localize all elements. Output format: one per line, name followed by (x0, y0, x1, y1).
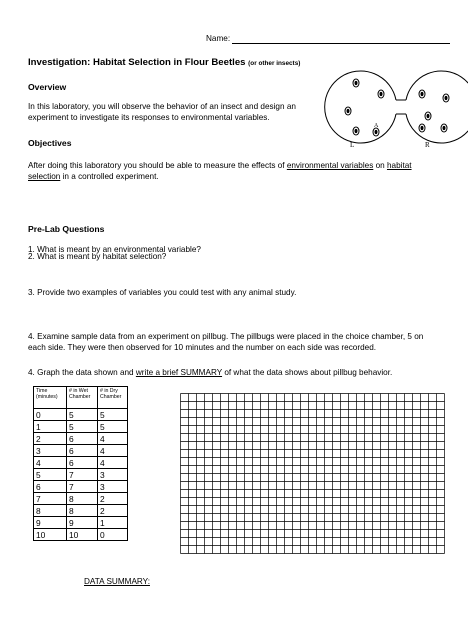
environmental-variables-link: environmental variables (286, 161, 374, 170)
graph-paper-grid[interactable] (180, 393, 445, 554)
choice-chamber-diagram (318, 70, 468, 148)
question-1: 1. What is meant by an environmental variable? (28, 245, 201, 254)
objectives-text-b: on (373, 161, 387, 170)
cell-time: 0 (34, 409, 67, 421)
question-4-line-2: each side. They were then observed for 10 minutes and the number on each side was recorded. (28, 343, 377, 352)
question-5-text-b: of what the data shows about pillbug behavior. (222, 368, 393, 377)
question-2: 2. What is meant by habitat selection? (28, 252, 167, 261)
cell-dry: 2 (98, 505, 128, 517)
cell-wet: 6 (67, 445, 98, 457)
overview-line-1: In this laboratory, you will observe the behavior of an insect and design an (28, 102, 296, 111)
cell-dry: 1 (98, 517, 128, 529)
data-summary-label: DATA SUMMARY: (84, 577, 150, 586)
cell-time: 7 (34, 493, 67, 505)
cell-time: 3 (34, 445, 67, 457)
cell-time: 10 (34, 529, 67, 541)
page-title (28, 57, 300, 68)
table-row (34, 493, 128, 505)
header-time: Time (minutes) (34, 387, 67, 409)
cell-dry: 4 (98, 457, 128, 469)
cell-wet: 8 (67, 505, 98, 517)
cell-time: 6 (34, 481, 67, 493)
cell-dry: 3 (98, 469, 128, 481)
name-field[interactable] (206, 33, 450, 44)
cell-dry: 5 (98, 421, 128, 433)
cell-time: 1 (34, 421, 67, 433)
title-main: Investigation: Habitat Selection in Flour Beetles (28, 57, 246, 68)
cell-time: 4 (34, 457, 67, 469)
cell-wet: 6 (67, 457, 98, 469)
cell-time: 9 (34, 517, 67, 529)
cell-wet: 7 (67, 469, 98, 481)
name-input-line[interactable] (232, 34, 450, 44)
objectives-heading: Objectives (28, 138, 72, 148)
objectives-text-c: in a controlled experiment. (60, 172, 159, 181)
cell-dry: 0 (98, 529, 128, 541)
question-3: 3. Provide two examples of variables you could test with any animal study. (28, 288, 297, 297)
left-chamber (325, 71, 396, 143)
cell-wet: 6 (67, 433, 98, 445)
cell-dry: 4 (98, 445, 128, 457)
cell-wet: 5 (67, 421, 98, 433)
table-row (34, 529, 128, 541)
cell-time: 5 (34, 469, 67, 481)
objectives-line-2 (28, 171, 412, 182)
diagram-label-l: L (350, 141, 355, 148)
header-dry: # in Dry Chamber (98, 387, 128, 409)
table-row (34, 469, 128, 481)
habitat-link: habitat (386, 161, 412, 170)
cell-wet: 9 (67, 517, 98, 529)
data-table (33, 386, 128, 541)
cell-dry: 3 (98, 481, 128, 493)
cell-time: 8 (34, 505, 67, 517)
objectives-text (28, 160, 412, 182)
prelab-heading: Pre-Lab Questions (28, 224, 105, 234)
table-row (34, 433, 128, 445)
table-row (34, 505, 128, 517)
table-row (34, 457, 128, 469)
cell-dry: 5 (98, 409, 128, 421)
title-sub: (or other insects) (248, 60, 301, 67)
cell-wet: 10 (67, 529, 98, 541)
question-4 (28, 331, 423, 353)
diagram-label-a: A (374, 123, 379, 129)
cell-wet: 5 (67, 409, 98, 421)
table-row (34, 409, 128, 421)
cell-dry: 2 (98, 493, 128, 505)
cell-wet: 8 (67, 493, 98, 505)
objectives-line-1 (28, 160, 412, 171)
name-label: Name: (206, 34, 231, 43)
table-row (34, 481, 128, 493)
cell-time: 2 (34, 433, 67, 445)
overview-line-2: experiment to investigate its responses to environmental variables. (28, 113, 270, 122)
objectives-text-a: After doing this laboratory you should be able to measure the effects of (28, 161, 287, 170)
cell-dry: 4 (98, 433, 128, 445)
overview-heading: Overview (28, 82, 67, 92)
header-wet: # in Wet Chamber (67, 387, 98, 409)
cell-wet: 7 (67, 481, 98, 493)
question-4-line-1: 4. Examine sample data from an experiment on pillbug. The pillbugs were placed in the choice chamber, 5 on (28, 332, 424, 341)
write-summary-link: write a brief SUMMARY (135, 368, 223, 377)
diagram-label-r: R (425, 141, 430, 148)
table-row (34, 517, 128, 529)
question-5-text-a: 4. Graph the data shown and (28, 368, 136, 377)
table-row (34, 421, 128, 433)
overview-text (28, 101, 296, 123)
right-chamber (406, 71, 468, 143)
table-header-row (34, 387, 128, 409)
selection-link: selection (28, 172, 61, 181)
table-row (34, 445, 128, 457)
question-5 (28, 367, 392, 378)
